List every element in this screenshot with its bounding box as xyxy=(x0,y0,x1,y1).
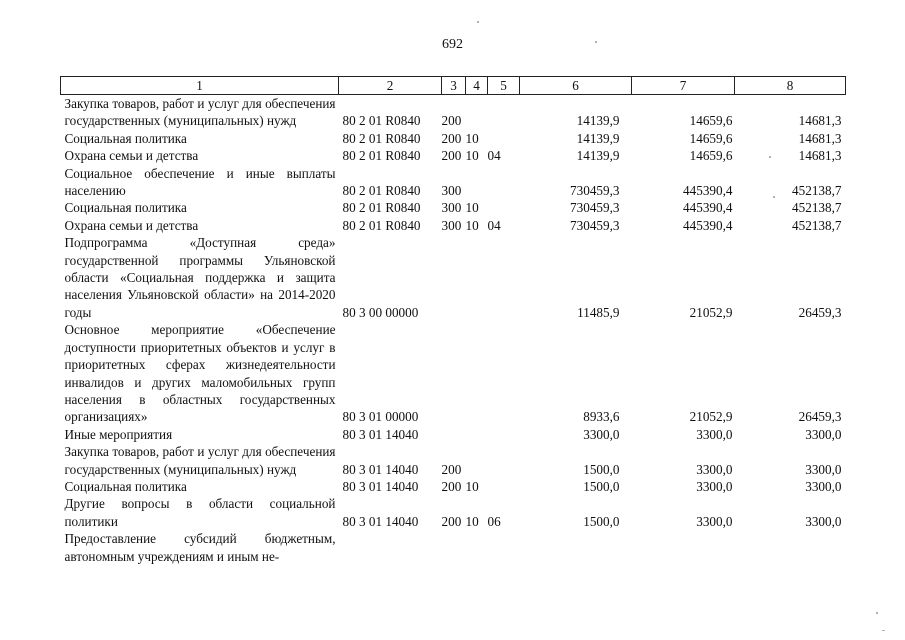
row-amount-col8: 3300,0 xyxy=(805,426,842,442)
row-subsection xyxy=(488,165,520,200)
row-name: Другие вопросы в области социальной политики xyxy=(64,496,336,529)
row-amount-col7: 445390,4 xyxy=(683,183,733,199)
row-name: Социальная политика xyxy=(64,478,187,494)
row-amount-col7: 21052,9 xyxy=(689,409,733,425)
row-expense-type: 200 xyxy=(441,148,462,164)
header-row xyxy=(61,77,846,95)
table-row xyxy=(61,478,846,495)
row-expense-type xyxy=(442,234,466,321)
row-subsection xyxy=(488,426,520,443)
row-amount-col8: 26459,3 xyxy=(798,409,842,425)
row-section: 10 xyxy=(465,513,479,529)
row-amount-col7: 14659,6 xyxy=(689,148,733,164)
row-name: Основное мероприятие «Обеспечение доступности приоритетных объектов и услуг в приоритетных сферах жизнедеятельности инвалидов и других маломобильных групп населения в областных государственных организациях» xyxy=(64,322,336,425)
row-target-article: 80 2 01 R0840 xyxy=(342,200,421,216)
row-target-article: 80 2 01 R0840 xyxy=(342,148,421,164)
row-section xyxy=(466,165,488,200)
row-subsection xyxy=(488,234,520,321)
row-amount-col8: 452138,7 xyxy=(792,183,842,199)
row-amount-col6: 730459,3 xyxy=(570,217,620,233)
row-section xyxy=(466,321,488,425)
row-amount-col6: 730459,3 xyxy=(570,200,620,216)
row-amount-col7: 3300,0 xyxy=(696,426,733,442)
header-col-2: 2 xyxy=(339,77,442,95)
table-row xyxy=(61,130,846,147)
table-row xyxy=(61,217,846,234)
row-name: Социальная политика xyxy=(64,130,187,146)
row-subsection: 04 xyxy=(487,148,501,164)
row-name: Закупка товаров, работ и услуг для обеспечения государственных (муниципальных) нужд xyxy=(64,444,336,477)
row-amount-col6: 3300,0 xyxy=(583,426,620,442)
row-section: 10 xyxy=(465,217,479,233)
header-col-7: 7 xyxy=(632,77,735,95)
row-target-article xyxy=(339,530,442,565)
row-name: Предоставление субсидий бюджетным, автономным учреждениям и иным не- xyxy=(64,531,336,564)
table-row xyxy=(61,530,846,565)
row-subsection xyxy=(488,443,520,478)
row-subsection xyxy=(488,478,520,495)
row-section xyxy=(466,443,488,478)
row-target-article: 80 3 01 14040 xyxy=(342,513,419,529)
page-number: 692 xyxy=(442,37,463,52)
row-section xyxy=(466,426,488,443)
row-amount-col6: 1500,0 xyxy=(583,461,620,477)
row-amount-col7: 3300,0 xyxy=(696,461,733,477)
row-amount-col6: 14139,9 xyxy=(576,113,620,129)
row-expense-type: 300 xyxy=(441,183,462,199)
row-expense-type: 200 xyxy=(441,113,462,129)
row-subsection xyxy=(488,199,520,216)
table-row xyxy=(61,321,846,425)
row-target-article: 80 2 01 R0840 xyxy=(342,183,421,199)
row-section: 10 xyxy=(465,200,479,216)
row-name: Охрана семьи и детства xyxy=(64,217,199,233)
row-section xyxy=(466,95,488,130)
row-subsection: 04 xyxy=(487,217,501,233)
row-amount-col8: 452138,7 xyxy=(792,200,842,216)
scan-speck xyxy=(773,196,775,198)
row-amount-col8: 452138,7 xyxy=(792,217,842,233)
row-target-article: 80 3 01 14040 xyxy=(342,461,419,477)
row-amount-col7: 14659,6 xyxy=(689,130,733,146)
row-amount-col6: 14139,9 xyxy=(576,148,620,164)
row-name: Социальное обеспечение и иные выплаты населению xyxy=(64,165,336,199)
row-amount-col8: 26459,3 xyxy=(798,304,842,320)
row-amount-col8 xyxy=(735,530,846,565)
scan-speck xyxy=(769,156,771,158)
header-col-5: 5 xyxy=(488,77,520,95)
row-section: 10 xyxy=(465,130,479,146)
row-amount-col6: 1500,0 xyxy=(583,513,620,529)
row-amount-col7 xyxy=(632,530,735,565)
header-col-4: 4 xyxy=(466,77,488,95)
row-target-article: 80 2 01 R0840 xyxy=(342,130,421,146)
table-row xyxy=(61,147,846,164)
row-name: Закупка товаров, работ и услуг для обеспечения государственных (муниципальных) нужд xyxy=(64,96,336,129)
row-amount-col6: 730459,3 xyxy=(570,183,620,199)
row-subsection xyxy=(488,95,520,130)
table-row xyxy=(61,234,846,321)
row-subsection xyxy=(488,130,520,147)
row-target-article: 80 3 01 00000 xyxy=(342,409,419,425)
scan-speck xyxy=(876,612,878,614)
row-amount-col6: 1500,0 xyxy=(583,478,620,494)
row-amount-col8: 3300,0 xyxy=(805,461,842,477)
row-name: Подпрограмма «Доступная среда» государственной программы Ульяновской области «Социальная поддержка и защита населения Ульяновской области» на 2014-2020 годы xyxy=(64,235,336,320)
row-expense-type xyxy=(442,426,466,443)
table-row xyxy=(61,495,846,530)
row-amount-col6: 11485,9 xyxy=(577,304,620,320)
scan-speck xyxy=(595,41,597,43)
row-subsection: 06 xyxy=(487,513,501,529)
table-row xyxy=(61,199,846,216)
row-amount-col6 xyxy=(520,530,632,565)
row-name: Социальная политика xyxy=(64,200,187,216)
row-target-article: 80 3 01 14040 xyxy=(342,478,419,494)
header-col-8: 8 xyxy=(735,77,846,95)
row-amount-col7: 445390,4 xyxy=(683,217,733,233)
row-target-article: 80 2 01 R0840 xyxy=(342,113,421,129)
row-amount-col8: 3300,0 xyxy=(805,478,842,494)
row-expense-type: 200 xyxy=(441,478,462,494)
row-expense-type: 300 xyxy=(441,200,462,216)
row-amount-col6: 8933,6 xyxy=(583,409,620,425)
row-expense-type xyxy=(442,321,466,425)
table-body xyxy=(61,95,846,565)
row-section xyxy=(466,234,488,321)
row-name: Иные мероприятия xyxy=(64,426,173,442)
row-amount-col6: 14139,9 xyxy=(576,130,620,146)
table-row xyxy=(61,443,846,478)
row-amount-col7: 21052,9 xyxy=(689,304,733,320)
table-header xyxy=(61,77,846,95)
row-amount-col7: 14659,6 xyxy=(689,113,733,129)
row-section xyxy=(466,530,488,565)
scan-speck xyxy=(882,630,885,631)
header-col-6: 6 xyxy=(520,77,632,95)
table-row xyxy=(61,426,846,443)
row-target-article: 80 2 01 R0840 xyxy=(342,217,421,233)
table-row xyxy=(61,165,846,200)
header-col-3: 3 xyxy=(442,77,466,95)
budget-table xyxy=(60,76,846,565)
row-expense-type: 200 xyxy=(441,513,462,529)
header-col-1: 1 xyxy=(61,77,339,95)
row-expense-type xyxy=(442,530,466,565)
row-subsection xyxy=(488,321,520,425)
row-subsection xyxy=(488,530,520,565)
row-amount-col7: 445390,4 xyxy=(683,200,733,216)
row-expense-type: 300 xyxy=(441,217,462,233)
row-amount-col7: 3300,0 xyxy=(696,513,733,529)
row-expense-type: 200 xyxy=(441,130,462,146)
row-section: 10 xyxy=(465,478,479,494)
row-amount-col7: 3300,0 xyxy=(696,478,733,494)
row-amount-col8: 14681,3 xyxy=(798,130,842,146)
row-amount-col8: 14681,3 xyxy=(798,113,842,129)
row-amount-col8: 14681,3 xyxy=(798,148,842,164)
row-section: 10 xyxy=(465,148,479,164)
table-row xyxy=(61,95,846,130)
row-target-article: 80 3 01 14040 xyxy=(342,426,419,442)
row-target-article: 80 3 00 00000 xyxy=(342,304,419,320)
row-amount-col8: 3300,0 xyxy=(805,513,842,529)
row-expense-type: 200 xyxy=(441,461,462,477)
scan-speck xyxy=(477,21,479,23)
row-name: Охрана семьи и детства xyxy=(64,148,199,164)
